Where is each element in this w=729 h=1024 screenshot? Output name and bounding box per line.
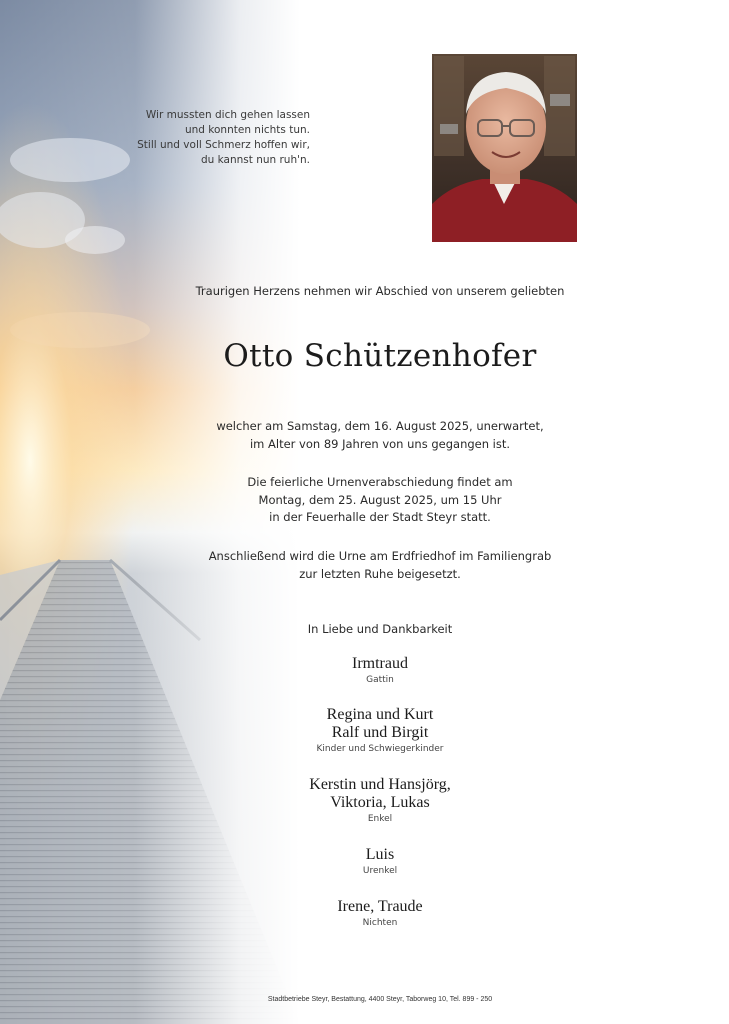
- mourner-names: Kerstin und Hansjörg,: [309, 776, 451, 793]
- mourner-group-nieces: [130, 898, 630, 930]
- mourner-group-grandchildren: [130, 776, 630, 826]
- mourner-group-spouse: [130, 655, 630, 687]
- thanks-text: In Liebe und Dankbarkeit: [307, 622, 453, 636]
- ceremony-line: in der Feuerhalle der Stadt Steyr statt.: [269, 510, 491, 524]
- mourner-names: Irene, Traude: [337, 898, 423, 915]
- mourner-relation: Nichten: [362, 918, 398, 928]
- deceased-name: Otto Schützenhofer: [223, 338, 537, 374]
- portrait-photo: [432, 54, 577, 242]
- burial-info: [130, 548, 630, 583]
- mourner-relation: Gattin: [366, 675, 394, 685]
- mourner-names: Viktoria, Lukas: [330, 794, 430, 811]
- mourner-names: Irmtraud: [352, 655, 408, 672]
- mourner-group-children: [130, 706, 630, 756]
- death-notice-line: welcher am Samstag, dem 16. August 2025, unerwartet,: [216, 419, 544, 433]
- ceremony-info: [130, 474, 630, 527]
- mourner-names: Ralf und Birgit: [331, 724, 429, 741]
- ceremony-line: Montag, dem 25. August 2025, um 15 Uhr: [258, 492, 502, 507]
- funeral-home-footer: Stadtbetriebe Steyr, Bestattung, 4400 Steyr, Taborweg 10, Tel. 899 - 250: [267, 996, 493, 1003]
- mourner-relation: Kinder und Schwiegerkinder: [316, 744, 444, 754]
- mourner-names: Regina und Kurt: [326, 706, 434, 723]
- mourner-relation: Enkel: [367, 814, 393, 824]
- burial-line: Anschließend wird die Urne am Erdfriedhof im Familiengrab: [208, 549, 552, 563]
- poem-line: du kannst nun ruh'n.: [200, 154, 310, 166]
- poem-line: Wir mussten dich gehen lassen: [145, 109, 310, 121]
- intro-text: Traurigen Herzens nehmen wir Abschied von unserem geliebten: [195, 284, 565, 298]
- poem-line: und konnten nichts tun.: [184, 124, 310, 136]
- mourner-names: Luis: [365, 846, 395, 863]
- poem-verse: [120, 108, 310, 168]
- mourner-relation: Urenkel: [362, 866, 398, 876]
- poem-line: Still und voll Schmerz hoffen wir,: [137, 139, 310, 151]
- death-notice: [130, 418, 630, 453]
- death-notice-line: im Alter von 89 Jahren von uns gegangen ist.: [249, 436, 511, 451]
- mourner-group-great-grandchildren: [130, 846, 630, 878]
- ceremony-line: Die feierliche Urnenverabschiedung findet am: [247, 475, 513, 489]
- burial-line: zur letzten Ruhe beigesetzt.: [299, 566, 461, 581]
